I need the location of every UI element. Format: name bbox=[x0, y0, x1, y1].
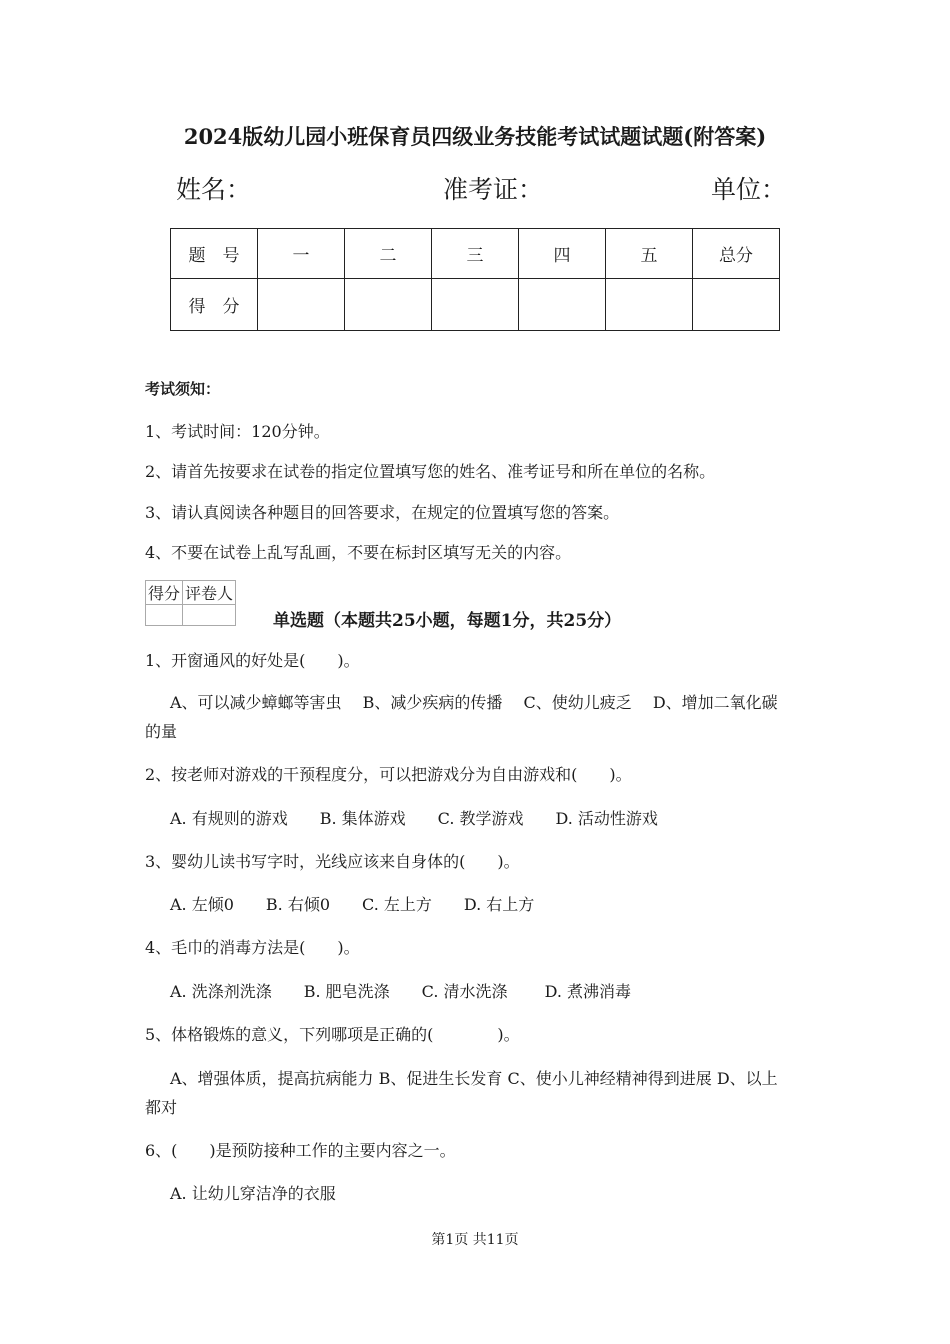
score-input-cell[interactable] bbox=[693, 279, 780, 331]
score-input-cell[interactable] bbox=[519, 279, 606, 331]
score-header-cell: 五 bbox=[606, 229, 693, 279]
grader-score-cell[interactable] bbox=[146, 605, 183, 626]
document-title: 2024版幼儿园小班保育员四级业务技能考试试题试题(附答案) bbox=[183, 124, 767, 149]
question-options: 都对 bbox=[145, 1098, 178, 1117]
question-options: A. 洗涤剂洗涤 B. 肥皂洗涤 C. 清水洗涤 D. 煮沸消毒 bbox=[170, 982, 632, 1001]
question-options: A、增强体质，提高抗病能力 B、促进生长发育 C、使小儿神经精神得到进展 D、以上 bbox=[170, 1069, 778, 1088]
score-row-label: 得 分 bbox=[171, 279, 258, 331]
question-text: 4、毛巾的消毒方法是( )。 bbox=[145, 938, 360, 957]
score-header-cell: 总分 bbox=[693, 229, 780, 279]
score-table bbox=[170, 228, 780, 331]
score-table-header-row bbox=[171, 229, 780, 279]
question-options: A. 让幼儿穿洁净的衣服 bbox=[170, 1184, 336, 1203]
question-options: A. 有规则的游戏 B. 集体游戏 C. 教学游戏 D. 活动性游戏 bbox=[170, 809, 658, 828]
score-header-cell: 三 bbox=[432, 229, 519, 279]
question-text: 2、按老师对游戏的干预程度分，可以把游戏分为自由游戏和( )。 bbox=[145, 765, 632, 784]
score-input-cell[interactable] bbox=[606, 279, 693, 331]
question-text: 5、体格锻炼的意义，下列哪项是正确的( )。 bbox=[145, 1025, 520, 1044]
question-options: A、可以减少蟑螂等害虫 B、减少疾病的传播 C、使幼儿疲乏 D、增加二氧化碳 bbox=[170, 693, 778, 712]
question-text: 1、开窗通风的好处是( )。 bbox=[145, 651, 360, 670]
score-input-cell[interactable] bbox=[432, 279, 519, 331]
grader-box bbox=[145, 580, 236, 626]
section-title: 单选题（本题共25小题，每题1分，共25分） bbox=[273, 611, 622, 631]
notice-item: 2、请首先按要求在试卷的指定位置填写您的姓名、准考证号和所在单位的名称。 bbox=[145, 462, 716, 481]
score-input-cell[interactable] bbox=[258, 279, 345, 331]
score-header-cell: 题 号 bbox=[171, 229, 258, 279]
score-table-score-row bbox=[171, 279, 780, 331]
question-text: 3、婴幼儿读书写字时，光线应该来自身体的( )。 bbox=[145, 852, 520, 871]
notice-item: 4、不要在试卷上乱写乱画，不要在标封区填写无关的内容。 bbox=[145, 543, 572, 562]
question-text: 6、( )是预防接种工作的主要内容之一。 bbox=[145, 1141, 456, 1160]
score-header-cell: 一 bbox=[258, 229, 345, 279]
score-input-cell[interactable] bbox=[345, 279, 432, 331]
notice-item: 1、考试时间：120分钟。 bbox=[145, 422, 330, 441]
page-footer: 第1页 共11页 bbox=[431, 1232, 519, 1248]
unit-field-label: 单位： bbox=[711, 175, 787, 204]
notice-item: 3、请认真阅读各种题目的回答要求，在规定的位置填写您的答案。 bbox=[145, 503, 620, 522]
score-header-cell: 二 bbox=[345, 229, 432, 279]
score-header-cell: 四 bbox=[519, 229, 606, 279]
question-options: 的量 bbox=[145, 722, 178, 741]
grader-score-label: 得分 bbox=[146, 581, 183, 605]
grader-name-label: 评卷人 bbox=[183, 581, 236, 605]
question-options: A. 左倾0 B. 右倾0 C. 左上方 D. 右上方 bbox=[170, 895, 535, 914]
notice-heading: 考试须知： bbox=[145, 380, 221, 398]
name-field-label: 姓名： bbox=[176, 175, 252, 204]
exam-id-field-label: 准考证： bbox=[443, 175, 544, 204]
grader-name-cell[interactable] bbox=[183, 605, 236, 626]
